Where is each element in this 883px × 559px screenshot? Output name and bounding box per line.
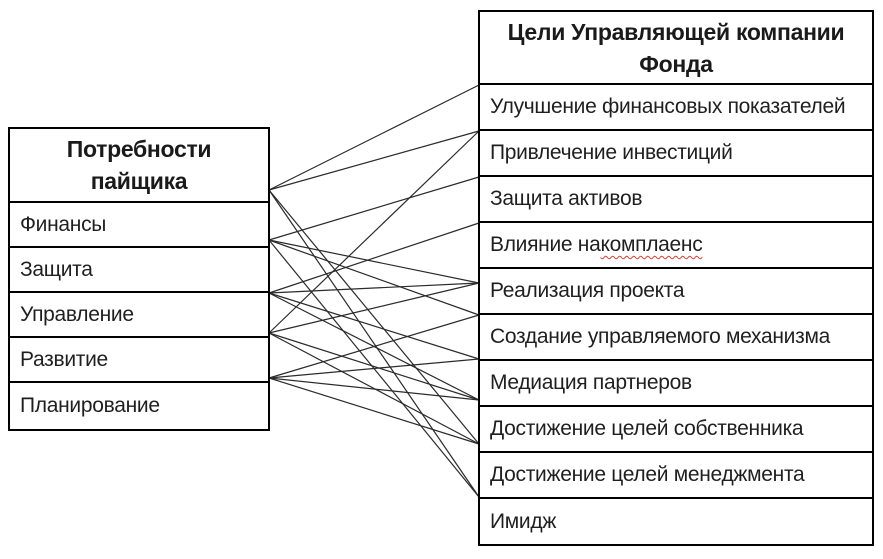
connector-2-3 — [269, 223, 479, 293]
right-row-2 — [480, 177, 872, 223]
left-row-4 — [10, 383, 268, 428]
right-row-6-text: Медиация партнеров — [490, 371, 692, 394]
right-row-1-text: Привлечение инвестиций — [490, 141, 733, 164]
connector-1-2 — [269, 177, 479, 240]
right-row-1 — [480, 131, 872, 177]
needs-box-title-line1: Потребности — [66, 136, 212, 162]
misspelled-word: комплаенс — [600, 233, 703, 256]
right-row-0 — [480, 85, 872, 131]
needs-rows — [10, 203, 268, 428]
goals-rows — [480, 85, 872, 545]
right-row-8-text: Достижение целей менеджмента — [490, 463, 805, 486]
needs-box — [8, 127, 270, 431]
connector-0-8 — [269, 190, 479, 444]
left-row-4-text: Планирование — [20, 393, 160, 417]
right-row-5 — [480, 315, 872, 361]
connector-2-4 — [269, 283, 479, 293]
right-row-3 — [480, 223, 872, 269]
right-row-9-text: Имидж — [490, 510, 557, 533]
connector-1-4 — [269, 240, 479, 283]
left-row-0 — [10, 203, 268, 248]
left-row-2-text: Управление — [20, 302, 134, 326]
needs-box-title — [10, 129, 268, 203]
right-row-4-text: Реализация проекта — [490, 279, 685, 302]
goals-box-title-line1: Цели Управляющей компании — [507, 18, 845, 45]
right-row-4 — [480, 269, 872, 315]
right-row-3-text: Влияние на — [490, 233, 601, 256]
goals-box-title-line2: Фонда — [639, 50, 713, 77]
left-row-0-text: Финансы — [20, 212, 107, 236]
right-row-0-text: Улучшение финансовых показателей — [490, 95, 846, 118]
right-row-7 — [480, 407, 872, 453]
right-row-8 — [480, 453, 872, 499]
left-row-3-text: Развитие — [20, 347, 108, 371]
left-row-1-text: Защита — [20, 257, 93, 281]
connector-1-5 — [269, 240, 479, 315]
left-row-2 — [10, 293, 268, 338]
left-row-3 — [10, 338, 268, 383]
needs-box-title-line2: пайщика — [90, 168, 188, 194]
goals-box — [478, 10, 874, 546]
connector-0-0 — [269, 85, 479, 190]
connector-4-7 — [269, 378, 479, 400]
left-row-1 — [10, 248, 268, 293]
right-row-7-text: Достижение целей собственника — [490, 417, 804, 440]
right-row-9 — [480, 499, 872, 545]
goals-box-title — [480, 12, 872, 85]
right-row-5-text: Создание управляемого механизма — [490, 325, 830, 348]
right-row-2-text: Защита активов — [490, 187, 643, 210]
right-row-6 — [480, 361, 872, 407]
connector-3-1 — [269, 131, 479, 333]
